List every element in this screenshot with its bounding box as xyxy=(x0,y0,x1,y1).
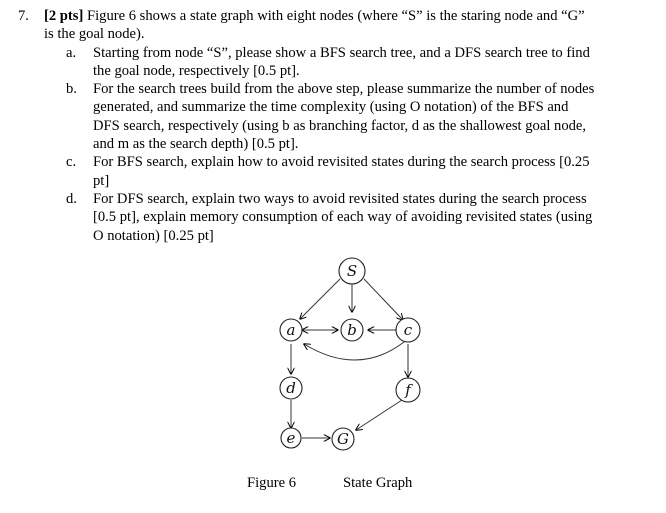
part-label: b. xyxy=(66,81,77,98)
edge-c-a xyxy=(304,342,404,360)
part-line: [0.5 pt], explain memory consumption of each way of avoiding revisited states (using xyxy=(93,209,593,226)
figure-caption: Figure 6 xyxy=(247,475,297,491)
part-line: the goal node, respectively [0.5 pt]. xyxy=(93,62,300,79)
edge-s-a xyxy=(300,279,340,319)
node-a xyxy=(280,319,302,341)
part-a xyxy=(66,44,658,81)
figure-title: State Graph xyxy=(343,475,413,491)
part-label: a. xyxy=(66,44,77,61)
part-b xyxy=(66,80,658,153)
part-d xyxy=(66,190,658,245)
svg-text:c: c xyxy=(403,321,413,339)
part-line: Starting from node “S”, please show a BFS search tree, and a DFS search tree to find xyxy=(93,44,590,61)
node-c xyxy=(396,318,420,342)
part-line: generated, and summarize the time complexity (using O notation) of the BFS and xyxy=(93,99,569,116)
svg-text:d: d xyxy=(286,379,296,397)
part-label: d. xyxy=(66,190,77,207)
svg-text:S: S xyxy=(346,262,358,280)
part-c xyxy=(66,153,658,190)
part-line: For BFS search, explain how to avoid revisited states during the search process [0.25 xyxy=(93,154,590,171)
question-parts xyxy=(66,44,658,245)
part-line: For DFS search, explain two ways to avoid revisited states during the search process xyxy=(93,190,587,207)
node-s xyxy=(339,258,365,284)
question-7 xyxy=(18,7,658,245)
part-line: and m as the search depth) [0.5 pt]. xyxy=(93,136,299,153)
edge-f-g xyxy=(356,400,402,430)
svg-text:f: f xyxy=(405,381,411,399)
node-b xyxy=(341,319,363,341)
question-number: 7. xyxy=(18,8,29,24)
part-line: O notation) [0.25 pt] xyxy=(93,227,214,244)
question-intro-line1 xyxy=(18,7,658,25)
state-graph xyxy=(258,252,458,462)
edge-s-c xyxy=(364,279,403,320)
part-line: For the search trees build from the above step, please summarize the number of nodes xyxy=(93,81,595,98)
svg-text:e: e xyxy=(286,429,296,447)
part-line: DFS search, respectively (using b as branching factor, d as the shallowest goal node, xyxy=(93,117,587,134)
question-intro-line2: is the goal node). xyxy=(44,26,145,43)
node-d xyxy=(280,377,302,399)
question-points: [2 pts] xyxy=(44,8,84,24)
part-line: pt] xyxy=(93,172,110,189)
node-e xyxy=(281,428,301,448)
svg-text:b: b xyxy=(347,321,357,339)
part-label: c. xyxy=(66,154,77,171)
svg-text:a: a xyxy=(286,321,296,339)
node-f xyxy=(396,378,420,402)
node-g xyxy=(332,428,354,450)
question-intro: Figure 6 shows a state graph with eight nodes (where “S” is the staring node and “G” xyxy=(83,8,585,24)
svg-text:G: G xyxy=(337,430,349,448)
